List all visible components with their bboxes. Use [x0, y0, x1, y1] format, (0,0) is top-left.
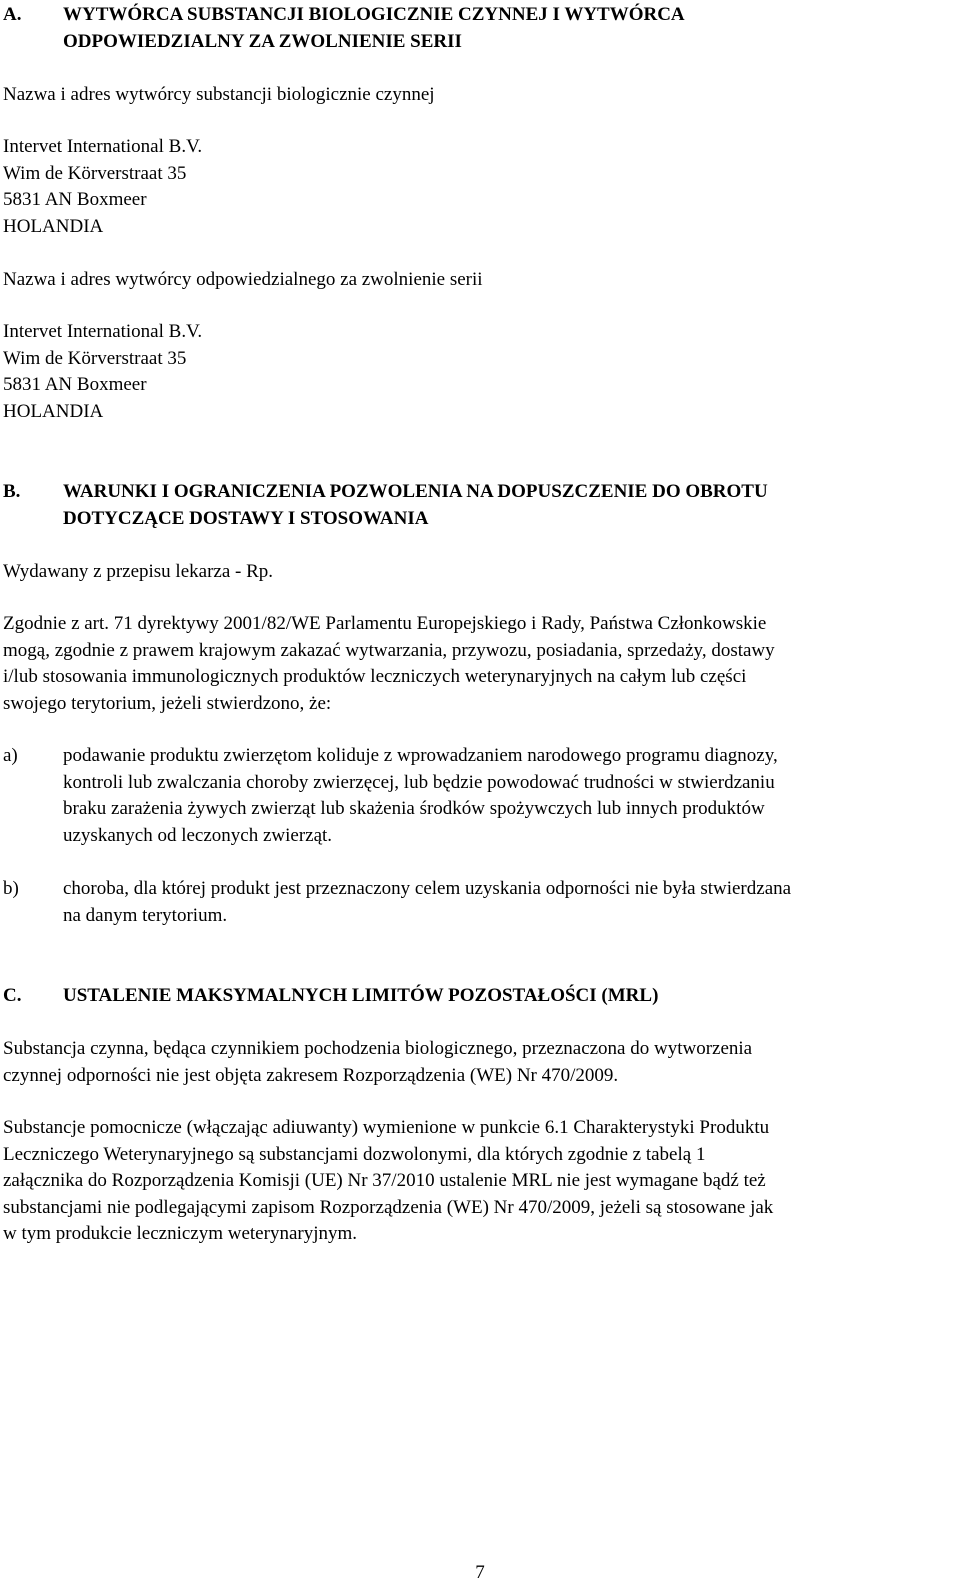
- list-item-line: choroba, dla której produkt jest przeznaczony celem uzyskania odporności nie była stwierdzana: [63, 878, 792, 899]
- paragraph-line: Zgodnie z art. 71 dyrektywy 2001/82/WE Parlamentu Europejskiego i Rady, Państwa Członkowskie: [3, 613, 767, 634]
- list-item-text: [63, 743, 951, 849]
- paragraph-line: Leczniczego Weterynaryjnego są substancjami dozwolonymi, dla których zgodnie z tabelą 1: [3, 1143, 706, 1165]
- section-a-title: [63, 2, 951, 55]
- address-line: HOLANDIA: [3, 400, 104, 422]
- section-b-letter: B.: [3, 481, 21, 502]
- list-item-line: kontroli lub zwalczania choroby zwierzęcej, lub będzie powodować trudności w stwierdzaniu: [63, 771, 775, 793]
- list-item-line: na danym terytorium.: [63, 904, 228, 926]
- address-line: Wim de Körverstraat 35: [3, 347, 187, 369]
- release-manufacturer-address: [3, 319, 951, 425]
- paragraph-line: swojego terytorium, jeżeli stwierdzono, że:: [3, 692, 332, 714]
- paragraph-line: czynnej odporności nie jest objęta zakresem Rozporządzenia (WE) Nr 470/2009.: [3, 1064, 619, 1086]
- list-item: [3, 743, 951, 849]
- list-item: [3, 876, 951, 930]
- address-line: HOLANDIA: [3, 215, 104, 237]
- manufacturer-label: Nazwa i adres wytwórcy substancji biologicznie czynnej: [3, 84, 435, 105]
- section-b-heading: [3, 479, 951, 533]
- excipients-paragraph: [3, 1115, 951, 1248]
- paragraph-line: substancjami nie podlegającymi zapisom Rozporządzenia (WE) Nr 470/2009, jeżeli są stosowane jak: [3, 1196, 774, 1218]
- section-a-title-line: ODPOWIEDZIALNY ZA ZWOLNIENIE SERII: [63, 30, 462, 52]
- paragraph-line: mogą, zgodnie z prawem krajowym zakazać wytwarzania, przywozu, posiadania, sprzedaży, dostawy: [3, 639, 775, 661]
- list-item-text: [63, 876, 951, 929]
- page-number: 7: [475, 1562, 485, 1583]
- section-c-letter: C.: [3, 985, 22, 1006]
- article-71-paragraph: [3, 611, 951, 717]
- prescription-status: Wydawany z przepisu lekarza - Rp.: [3, 561, 274, 582]
- section-a-heading: [3, 2, 951, 56]
- address-line: Intervet International B.V.: [3, 136, 203, 157]
- address-line: 5831 AN Boxmeer: [3, 189, 147, 210]
- paragraph-line: Substancja czynna, będąca czynnikiem pochodzenia biologicznego, przeznaczona do wytworzenia: [3, 1038, 753, 1059]
- paragraph-line: Substancje pomocnicze (włączając adiuwanty) wymienione w punkcie 6.1 Charakterystyki Produktu: [3, 1117, 770, 1138]
- paragraph-line: i/lub stosowania immunologicznych produktów leczniczych weterynaryjnych na całym lub części: [3, 666, 747, 687]
- address-line: Wim de Körverstraat 35: [3, 162, 187, 184]
- paragraph-line: załącznika do Rozporządzenia Komisji (UE) Nr 37/2010 ustalenie MRL nie jest wymagane bądź też: [3, 1170, 766, 1191]
- list-item-line: podawanie produktu zwierzętom koliduje z wprowadzaniem narodowego programu diagnozy,: [63, 745, 778, 766]
- list-item-line: braku zarażenia żywych zwierząt lub skażenia środków spożywczych lub innych produktów: [63, 798, 765, 819]
- section-a-letter: A.: [3, 4, 22, 25]
- section-c-heading: [3, 983, 951, 1011]
- address-line: Intervet International B.V.: [3, 321, 203, 342]
- section-a-title-line: WYTWÓRCA SUBSTANCJI BIOLOGICZNIE CZYNNEJ I WYTWÓRCA: [63, 4, 685, 25]
- list-marker: b): [3, 878, 19, 899]
- section-b-title: [63, 479, 951, 532]
- paragraph-line: w tym produkcie leczniczym weterynaryjnym.: [3, 1223, 358, 1244]
- active-substance-paragraph: [3, 1036, 951, 1089]
- address-line: 5831 AN Boxmeer: [3, 374, 147, 395]
- list-item-line: uzyskanych od leczonych zwierząt.: [63, 824, 333, 846]
- list-marker: a): [3, 745, 18, 766]
- manufacturer-address: [3, 134, 951, 240]
- release-manufacturer-label: Nazwa i adres wytwórcy odpowiedzialnego za zwolnienie serii: [3, 269, 483, 290]
- section-c-title: USTALENIE MAKSYMALNYCH LIMITÓW POZOSTAŁOŚCI (MRL): [63, 985, 659, 1006]
- section-b-title-line: DOTYCZĄCE DOSTAWY I STOSOWANIA: [63, 507, 429, 529]
- section-b-title-line: WARUNKI I OGRANICZENIA POZWOLENIA NA DOPUSZCZENIE DO OBROTU: [63, 481, 768, 502]
